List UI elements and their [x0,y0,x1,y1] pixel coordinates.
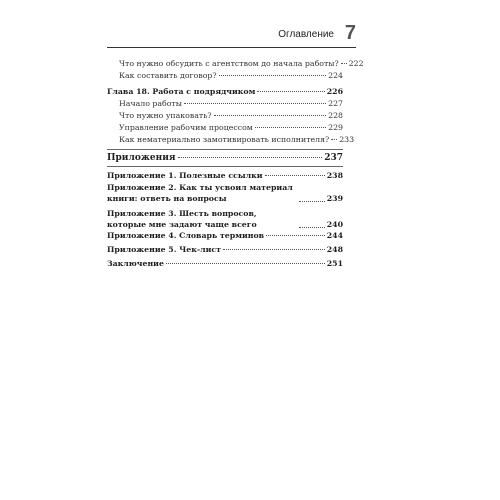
toc-entry-page: 233 [339,135,355,144]
toc-entry-title: Начало работы [119,99,182,108]
toc-entry-title: Приложение 4. Словарь терминов [107,231,265,240]
toc-entry-page: 238 [326,171,343,180]
toc-appendix-1[interactable] [107,170,343,181]
toc-entry[interactable] [107,98,343,109]
dot-leader [266,235,325,236]
dot-leader [219,75,327,76]
toc-entry-title: Что нужно упаковать? [119,111,212,120]
toc-entry[interactable] [107,58,364,69]
dot-leader [331,139,337,140]
toc-appendix-4[interactable] [107,230,343,241]
toc-entry-page: 248 [326,245,343,254]
toc-entry-page: 227 [328,99,343,108]
dot-leader [178,157,323,158]
toc-appendix-3[interactable] [107,208,343,230]
dot-leader [166,263,325,264]
dot-leader [257,91,324,92]
section-rule-top [107,149,343,150]
header-title: Оглавление [278,29,334,40]
page-number: 7 [344,22,356,44]
toc-entry-page: 222 [348,59,364,68]
toc-entry-page: 244 [326,231,343,240]
toc-entry[interactable] [107,122,343,133]
toc-entry-title: Как нематериально замотивировать исполнителя? [119,135,330,144]
toc-entry-page: 229 [328,123,343,132]
toc-entry-title: Приложение 3. Шесть вопросов, которые мне задают чаще всего [107,209,257,229]
dot-leader [255,127,326,128]
section-rule-bottom [107,166,343,167]
toc-appendices[interactable] [107,152,343,164]
toc-entry-page: 226 [326,87,343,96]
dot-leader [299,201,325,202]
toc-entry-title: Глава 18. Работа с подрядчиком [107,87,256,96]
page-header [107,24,356,46]
toc-entry[interactable] [107,134,355,145]
toc-entry-title: Управление рабочим процессом [119,123,253,132]
toc-entry-title: Приложение 1. Полезные ссылки [107,171,263,180]
toc-entry-page: 251 [326,259,343,268]
toc-entry-title: Приложения [107,153,176,163]
toc-entry-page: 228 [328,111,343,120]
dot-leader [299,227,325,228]
toc-chapter-18[interactable] [107,86,343,97]
toc-entry-title: Приложение 2. Как ты усвоил материал книги: ответь на вопросы [107,183,293,203]
toc-conclusion[interactable] [107,258,343,269]
header-rule [107,47,356,48]
toc-entry-page: 237 [324,153,343,163]
toc-appendix-2[interactable] [107,182,343,204]
toc-entry-title: Как составить договор? [119,71,217,80]
dot-leader [223,249,325,250]
toc-entry[interactable] [107,70,343,81]
toc-entry-title: Приложение 5. Чек-лист [107,245,221,254]
toc-entry-page: 224 [328,71,343,80]
dot-leader [341,63,347,64]
dot-leader [265,175,325,176]
dot-leader [214,115,326,116]
toc-entry-title: Что нужно обсудить с агентством до начала работы? [119,59,339,68]
toc-entry-page: 240 [326,220,343,229]
toc-appendix-5[interactable] [107,244,343,255]
toc-entry[interactable] [107,110,343,121]
dot-leader [184,103,326,104]
toc-entry-title: Заключение [107,259,164,268]
toc-entry-page: 239 [326,194,343,203]
